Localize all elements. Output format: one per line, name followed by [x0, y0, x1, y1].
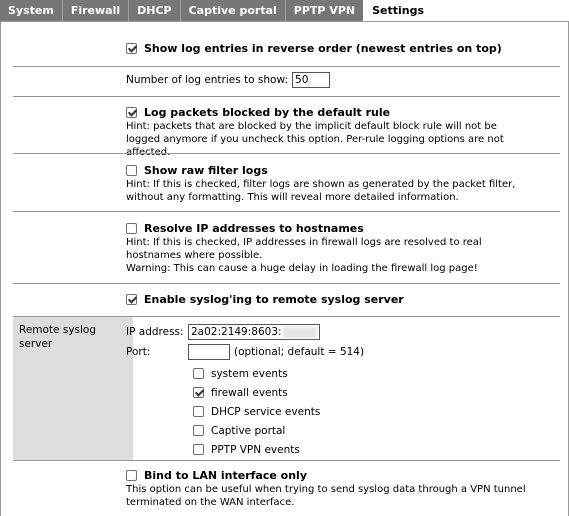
reverse-order-row	[126, 40, 546, 56]
tab-pptp-vpn[interactable]: PPTP VPN	[293, 4, 356, 17]
divider	[13, 460, 560, 461]
port-input[interactable]	[188, 344, 230, 360]
resolve-hint: Hint: If this is checked, IP addresses in firewall logs are resolved to real hostnames where possible.	[126, 237, 482, 261]
tab-dhcp[interactable]: DHCP	[129, 0, 180, 21]
reverse-order-label: Show log entries in reverse order (newest entries on top)	[144, 41, 502, 55]
raw-filter-row	[126, 162, 546, 204]
remote-syslog-section-label: Remote syslog server	[13, 317, 133, 460]
raw-filter-hint: Hint: If this is checked, filter logs are shown as generated by the packet filter, without any formatting. This will reveal more detailed information.	[126, 179, 516, 203]
event-system-label: system events	[211, 367, 288, 380]
reverse-order-checkbox[interactable]	[126, 43, 137, 54]
event-dhcp-row	[193, 402, 546, 421]
event-pptp-vpn-label: PPTP VPN events	[211, 443, 300, 456]
event-firewall-row	[193, 383, 546, 402]
event-dhcp-checkbox[interactable]	[193, 406, 204, 417]
bind-lan-row	[126, 467, 546, 509]
raw-filter-label: Show raw filter logs	[144, 163, 268, 177]
divider	[13, 153, 560, 154]
event-dhcp-label: DHCP service events	[211, 405, 321, 418]
tab-system[interactable]: System	[0, 0, 63, 21]
divider	[13, 211, 560, 212]
bind-lan-hint: This option can be useful when trying to send syslog data through a VPN tunnel terminated on the WAN interface.	[126, 484, 526, 508]
port-hint: (optional; default = 514)	[234, 346, 365, 358]
log-default-block-label: Log packets blocked by the default rule	[144, 105, 391, 119]
divider	[13, 96, 560, 97]
num-entries-row	[126, 71, 546, 89]
event-system-row	[193, 364, 546, 383]
raw-filter-checkbox[interactable]	[126, 165, 137, 176]
log-default-block-row	[126, 104, 546, 159]
redacted-ip-suffix	[283, 327, 317, 338]
tab-captive-portal[interactable]: Captive portal	[181, 0, 286, 21]
bind-lan-checkbox[interactable]	[126, 470, 137, 481]
event-captive-portal-row	[193, 421, 546, 440]
ip-address-label: IP address:	[126, 326, 184, 338]
bind-lan-label: Bind to LAN interface only	[144, 468, 307, 482]
enable-syslog-row	[126, 291, 546, 307]
event-pptp-vpn-checkbox[interactable]	[193, 444, 204, 455]
tab-settings[interactable]: Settings	[363, 0, 433, 21]
resolve-warning: Warning: This can cause a huge delay in loading the firewall log page!	[126, 263, 478, 274]
resolve-label: Resolve IP addresses to hostnames	[144, 221, 364, 235]
settings-panel	[0, 21, 569, 516]
enable-syslog-label: Enable syslog'ing to remote syslog server	[144, 292, 404, 306]
port-label: Port:	[126, 346, 151, 358]
num-entries-input[interactable]: 50	[292, 72, 330, 88]
remote-syslog-fields	[126, 323, 546, 459]
event-firewall-label: firewall events	[211, 386, 288, 399]
num-entries-label: Number of log entries to show:	[126, 74, 289, 86]
ip-address-input[interactable]: 2a02:2149:8603:	[188, 324, 320, 340]
divider	[13, 283, 560, 284]
log-default-block-hint: Hint: packets that are blocked by the implicit default block rule will not be logged anymore if you uncheck this option. Per-rule logging options are not affected.	[126, 121, 504, 158]
divider	[13, 66, 560, 67]
enable-syslog-checkbox[interactable]	[126, 294, 137, 305]
event-system-checkbox[interactable]	[193, 368, 204, 379]
event-pptp-vpn-row	[193, 440, 546, 459]
tab-bar	[0, 0, 569, 21]
resolve-checkbox[interactable]	[126, 223, 137, 234]
resolve-row	[126, 220, 546, 275]
event-firewall-checkbox[interactable]	[193, 387, 204, 398]
log-default-block-checkbox[interactable]	[126, 107, 137, 118]
event-captive-portal-label: Captive portal	[211, 424, 286, 437]
tab-firewall[interactable]: Firewall	[63, 0, 129, 21]
event-captive-portal-checkbox[interactable]	[193, 425, 204, 436]
